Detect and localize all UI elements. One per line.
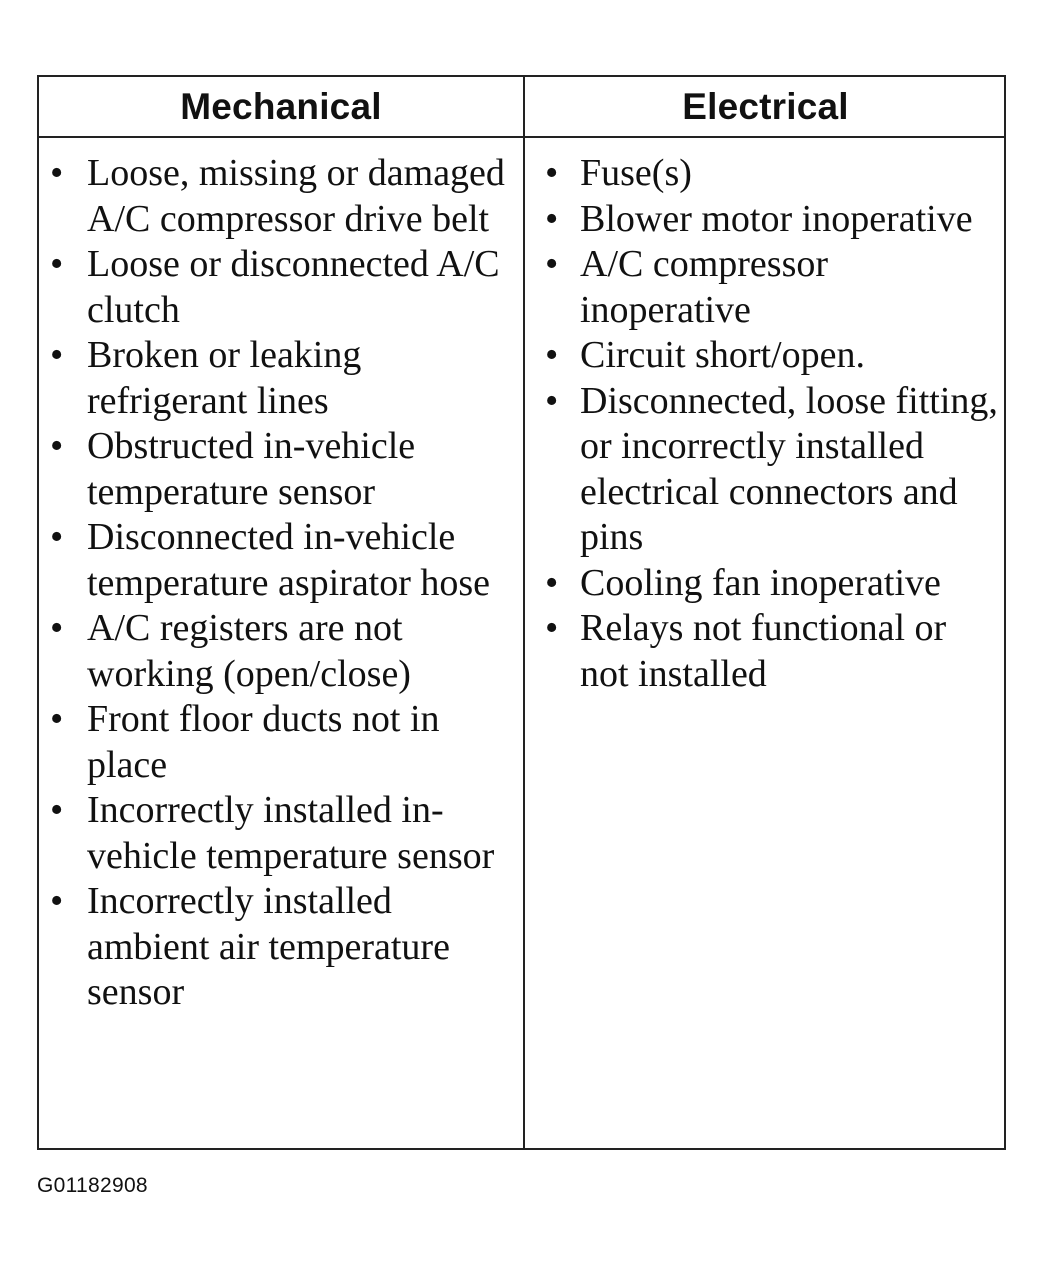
electrical-item: • Blower motor inoperative bbox=[544, 197, 999, 243]
electrical-item: • Cooling fan inoperative bbox=[544, 561, 999, 607]
mechanical-item: • Incorrectly installed ambient air temperature sensor bbox=[49, 879, 517, 1016]
diagnosis-table bbox=[37, 75, 1006, 1150]
mechanical-item: • Loose or disconnected A/C clutch bbox=[49, 242, 517, 333]
column-divider bbox=[523, 77, 525, 1148]
mechanical-item: • Incorrectly installed in-vehicle temperature sensor bbox=[49, 788, 517, 879]
figure-code: G01182908 bbox=[37, 1174, 148, 1197]
header-divider bbox=[39, 136, 1004, 138]
electrical-list bbox=[544, 151, 999, 697]
mechanical-item: • Loose, missing or damaged A/C compressor drive belt bbox=[49, 151, 517, 242]
electrical-item: • Circuit short/open. bbox=[544, 333, 999, 379]
mechanical-item: • Broken or leaking refrigerant lines bbox=[49, 333, 517, 424]
mechanical-item: • Obstructed in-vehicle temperature sensor bbox=[49, 424, 517, 515]
electrical-item: • A/C compressor inoperative bbox=[544, 242, 999, 333]
electrical-item: • Fuse(s) bbox=[544, 151, 999, 197]
electrical-header: Electrical bbox=[682, 85, 849, 127]
mechanical-item: • A/C registers are not working (open/close) bbox=[49, 606, 517, 697]
electrical-item: • Disconnected, loose fitting, or incorrectly installed electrical connectors and pins bbox=[544, 379, 999, 561]
mechanical-list bbox=[49, 151, 517, 1016]
mechanical-item: • Disconnected in-vehicle temperature aspirator hose bbox=[49, 515, 517, 606]
mechanical-item: • Front floor ducts not in place bbox=[49, 697, 517, 788]
electrical-item: • Relays not functional or not installed bbox=[544, 606, 999, 697]
mechanical-header: Mechanical bbox=[180, 85, 382, 127]
